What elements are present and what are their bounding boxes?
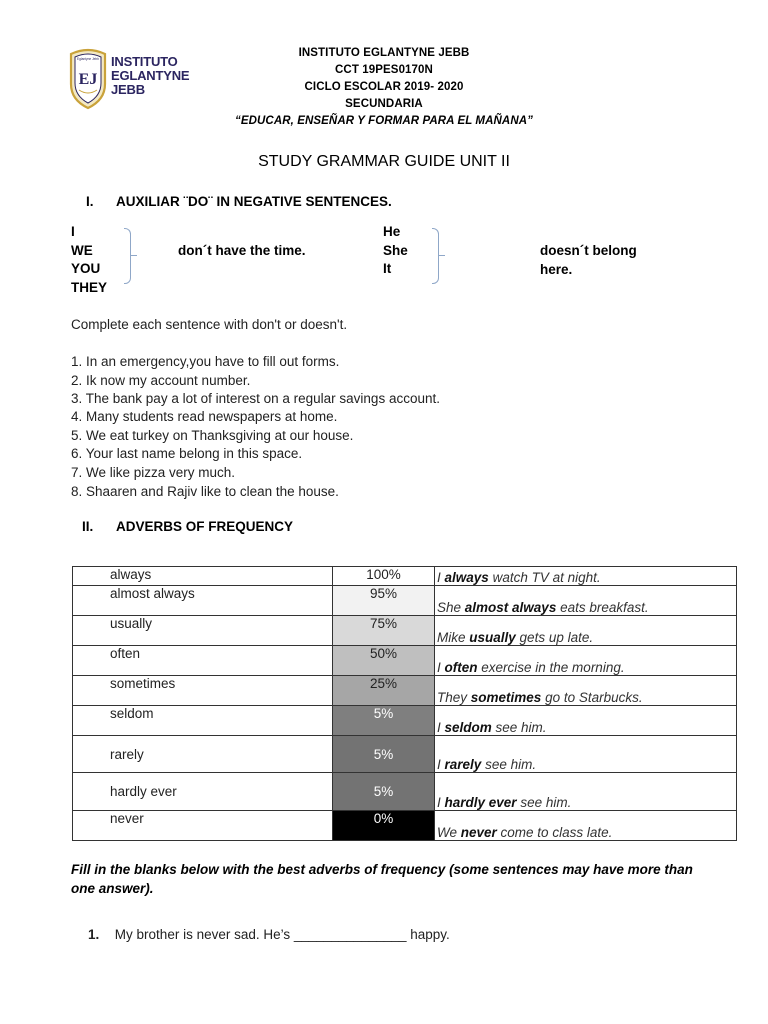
frequency-row: [73, 676, 737, 706]
frequency-row: [73, 706, 737, 736]
dont-phrase: don´t have the time.: [178, 243, 306, 258]
example-cell: [435, 676, 737, 706]
example-rest: see him.: [516, 795, 572, 810]
section-1-instruction: Complete each sentence with don't or doesn't.: [71, 317, 348, 332]
frequency-row: [73, 811, 737, 841]
adverb-cell: never: [73, 811, 333, 841]
example-rest: gets up late.: [515, 630, 594, 645]
right-brace-tick: [439, 255, 445, 256]
example-cell: [435, 586, 737, 616]
exercise-sentence: 8. Shaaren and Rajiv like to clean the house.: [71, 484, 339, 499]
left-brace: [124, 228, 131, 284]
example-subject: I: [437, 720, 445, 735]
adverb-cell: hardly ever: [73, 773, 333, 811]
logo-word: EGLANTYNE: [111, 68, 190, 83]
frequency-row: [73, 736, 737, 773]
percent-cell: 5%: [333, 706, 435, 736]
example-subject: I: [437, 660, 445, 675]
example-cell: [435, 567, 737, 586]
question-number: 1.: [88, 927, 100, 942]
example-cell: [435, 811, 737, 841]
svg-text:EJ: EJ: [78, 71, 98, 88]
exercise-sentence: 3. The bank pay a lot of interest on a regular savings account.: [71, 391, 440, 406]
example-adverb: almost always: [464, 600, 557, 615]
exercise-sentence: 6. Your last name belong in this space.: [71, 446, 303, 461]
adverb-cell: sometimes: [73, 676, 333, 706]
exercise-sentence: 4. Many students read newspapers at home.: [71, 409, 338, 424]
example-subject: Mike: [437, 630, 470, 645]
school-level: SECUNDARIA: [345, 98, 423, 110]
example-adverb: usually: [469, 630, 516, 645]
section-2-number: II.: [82, 519, 94, 534]
pronoun: He: [383, 224, 401, 239]
example-subject: I: [437, 570, 445, 585]
percent-cell: 75%: [333, 616, 435, 646]
frequency-row: [73, 646, 737, 676]
school-motto: “EDUCAR, ENSEÑAR Y FORMAR PARA EL MAÑANA”: [234, 115, 533, 127]
example-rest: watch TV at night.: [488, 570, 601, 585]
doesnt-phrase: [540, 242, 637, 279]
example-subject: I: [437, 757, 445, 772]
example-subject: We: [437, 825, 461, 840]
exercise-sentence: 5. We eat turkey on Thanksgiving at our house.: [71, 428, 354, 443]
example-rest: see him.: [481, 757, 537, 772]
example-rest: eats breakfast.: [556, 600, 649, 615]
phrase-line: doesn´t belong: [540, 243, 637, 258]
question-1: [88, 927, 450, 942]
question-text: My brother is never sad. He’s _______________ happy.: [114, 927, 450, 942]
percent-cell: 50%: [333, 646, 435, 676]
plural-pronouns: [71, 223, 107, 297]
example-rest: come to class late.: [496, 825, 613, 840]
example-subject: They: [437, 690, 471, 705]
svg-text:Eglantyne Jebb: Eglantyne Jebb: [77, 57, 99, 61]
section-1-heading: AUXILIAR ¨DO¨ IN NEGATIVE SENTENCES.: [116, 194, 392, 209]
logo-word: JEBB: [111, 82, 145, 97]
section-2-instruction: Fill in the blanks below with the best adverbs of frequency (some sentences may have more than one answer).: [71, 862, 693, 896]
exercise-sentence: 1. In an emergency,you have to fill out forms.: [71, 354, 340, 369]
percent-cell: 25%: [333, 676, 435, 706]
example-adverb: rarely: [444, 757, 482, 772]
example-adverb: always: [444, 570, 489, 585]
section-1-number: I.: [86, 194, 94, 209]
adverb-cell: usually: [73, 616, 333, 646]
school-cct: CCT 19PES0170N: [335, 64, 433, 76]
percent-cell: 95%: [333, 586, 435, 616]
frequency-row: [73, 616, 737, 646]
phrase-line: here.: [540, 261, 573, 277]
pronoun: It: [383, 261, 392, 276]
frequency-table: [72, 566, 737, 841]
example-subject: I: [437, 795, 445, 810]
example-rest: go to Starbucks.: [541, 690, 643, 705]
frequency-row: [73, 773, 737, 811]
adverb-cell: almost always: [73, 586, 333, 616]
left-brace-tick: [131, 255, 137, 256]
right-brace: [432, 228, 439, 284]
pronoun: I: [71, 224, 75, 239]
example-cell: [435, 616, 737, 646]
singular-pronouns: [383, 223, 408, 279]
adverb-cell: always: [73, 567, 333, 586]
adverb-cell: often: [73, 646, 333, 676]
percent-cell: 5%: [333, 736, 435, 773]
example-adverb: hardly ever: [444, 795, 517, 810]
exercise-sentence: 7. We like pizza very much.: [71, 465, 236, 480]
percent-cell: 100%: [333, 567, 435, 586]
pronoun: THEY: [71, 279, 108, 295]
example-subject: She: [437, 600, 465, 615]
example-rest: exercise in the morning.: [477, 660, 625, 675]
section-2-heading: ADVERBS OF FREQUENCY: [116, 519, 294, 534]
adverb-cell: seldom: [73, 706, 333, 736]
pronoun: WE: [71, 242, 93, 258]
example-rest: see him.: [491, 720, 547, 735]
example-cell: [435, 646, 737, 676]
logo-word: INSTITUTO: [111, 54, 178, 69]
frequency-row: [73, 586, 737, 616]
adverb-cell: rarely: [73, 736, 333, 773]
page-title: STUDY GRAMMAR GUIDE UNIT II: [258, 153, 510, 170]
example-adverb: often: [444, 660, 478, 675]
school-name: INSTITUTO EGLANTYNE JEBB: [298, 47, 470, 59]
school-year: CICLO ESCOLAR 2019- 2020: [304, 81, 464, 93]
exercise-sentence: 2. Ik now my account number.: [71, 373, 251, 388]
example-cell: [435, 736, 737, 773]
pronoun: She: [383, 242, 408, 258]
frequency-row: [73, 567, 737, 586]
pronoun: YOU: [71, 261, 101, 276]
example-cell: [435, 773, 737, 811]
example-adverb: seldom: [444, 720, 492, 735]
percent-cell: 5%: [333, 773, 435, 811]
example-adverb: never: [460, 825, 497, 840]
example-cell: [435, 706, 737, 736]
percent-cell: 0%: [333, 811, 435, 841]
example-adverb: sometimes: [470, 690, 542, 705]
